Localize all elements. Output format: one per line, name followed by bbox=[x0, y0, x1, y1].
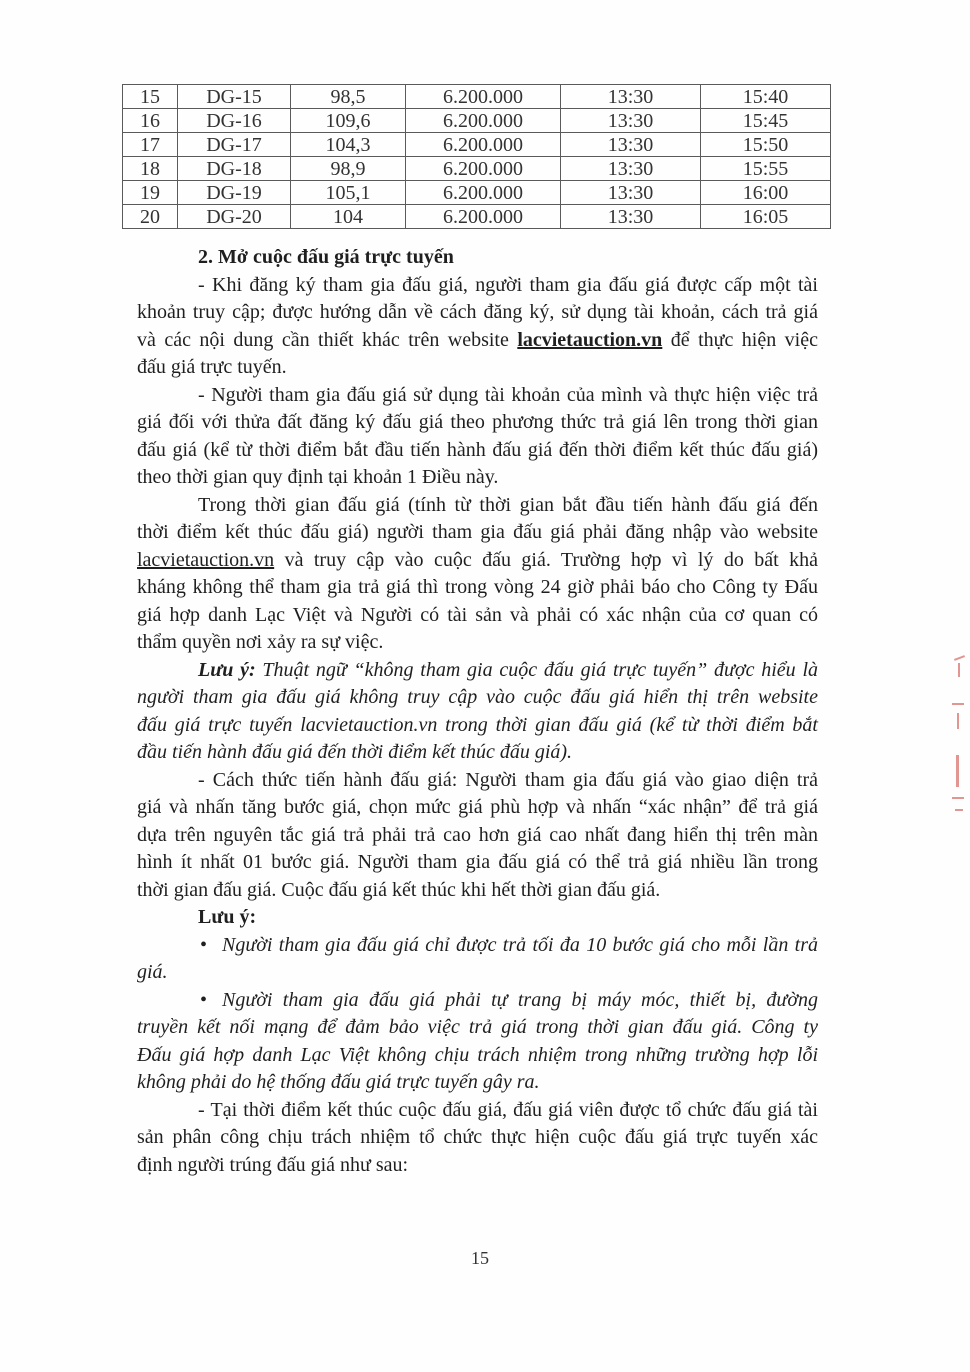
lot-index-cell: 19 bbox=[123, 181, 178, 205]
lot-index-cell: 16 bbox=[123, 109, 178, 133]
text-line: thời điểm kết thúc đấu giá) người tham gia đấu giá phải đăng nhập vào website bbox=[137, 521, 818, 543]
area-cell: 109,6 bbox=[291, 109, 406, 133]
stamp-stroke bbox=[955, 809, 963, 811]
start-time-cell: 13:30 bbox=[561, 205, 701, 229]
text-line: giá đối với thửa đất đăng ký đấu giá theo phương thức trả giá lên trong thời gian bbox=[137, 411, 818, 433]
table-row bbox=[123, 133, 831, 157]
text-line: - Khi đăng ký tham gia đấu giá, người tham gia đấu giá được cấp một tài bbox=[198, 273, 818, 296]
page-number: 15 bbox=[471, 1248, 489, 1268]
price-cell: 6.200.000 bbox=[406, 133, 561, 157]
bullet-item bbox=[137, 932, 818, 987]
text-line: thẩm quyền nơi xảy ra sự việc. bbox=[137, 631, 384, 653]
start-time-cell: 13:30 bbox=[561, 157, 701, 181]
end-time-cell: 15:45 bbox=[701, 109, 831, 133]
table-row bbox=[123, 157, 831, 181]
bullet-icon: • bbox=[200, 988, 208, 1011]
price-cell: 6.200.000 bbox=[406, 109, 561, 133]
section-heading: 2. Mở cuộc đấu giá trực tuyến bbox=[198, 246, 454, 268]
text-line bbox=[137, 547, 818, 575]
table-row bbox=[123, 205, 831, 229]
text-line: - Cách thức tiến hành đấu giá: Người tham gia đấu giá vào giao diện trả bbox=[198, 768, 818, 791]
price-cell: 6.200.000 bbox=[406, 181, 561, 205]
text-line bbox=[137, 932, 818, 960]
stamp-stroke bbox=[952, 703, 964, 705]
start-time-cell: 13:30 bbox=[561, 85, 701, 109]
text-line: - Người tham gia đấu giá sử dụng tài khoản của mình và thực hiện việc trả bbox=[198, 383, 818, 406]
table-row bbox=[123, 85, 831, 109]
area-cell: 98,9 bbox=[291, 157, 406, 181]
text-line: kháng không thể tham gia trả giá thì trong vòng 24 giờ phải báo cho Công ty Đấu bbox=[137, 576, 818, 598]
text-line: sản phân công chịu trách nhiệm tổ chức thực hiện cuộc đấu giá trực tuyến xác bbox=[137, 1126, 818, 1148]
lot-index-cell: 18 bbox=[123, 157, 178, 181]
text-line: đầu tiến hành đấu giá đến thời điểm kết thúc đấu giá). bbox=[137, 741, 573, 763]
area-cell: 104,3 bbox=[291, 133, 406, 157]
paragraph-note bbox=[137, 657, 818, 767]
lot-code-cell: DG-15 bbox=[178, 85, 291, 109]
end-time-cell: 15:55 bbox=[701, 157, 831, 181]
paragraph-method bbox=[137, 767, 818, 905]
website-link-text: lacvietauction.vn bbox=[137, 548, 275, 571]
text-segment: để thực hiện việc bbox=[662, 328, 818, 351]
lot-code-cell: DG-20 bbox=[178, 205, 291, 229]
text-line bbox=[137, 327, 818, 355]
text-segment: Thuật ngữ “không tham gia cuộc đấu giá trực tuyến” được hiểu là bbox=[255, 658, 818, 681]
text-line: giá hợp danh Lạc Việt và Người có tài sản và phải có xác nhận của cơ quan có bbox=[137, 603, 818, 626]
stamp-stroke bbox=[957, 713, 959, 729]
paragraph-bidding bbox=[137, 382, 818, 492]
text-line bbox=[137, 657, 818, 685]
text-line: - Tại thời điểm kết thúc cuộc đấu giá, đấu giá viên được tổ chức đấu giá tài bbox=[198, 1098, 818, 1121]
paragraph-result bbox=[137, 1097, 818, 1180]
text-line: đấu giá trực tuyến. bbox=[137, 356, 287, 378]
auction-lots-table bbox=[122, 84, 831, 229]
text-line: giá và nhấn tăng bước giá, chọn mức giá phù hợp và nhấn “xác nhận” để trả giá bbox=[137, 796, 818, 818]
start-time-cell: 13:30 bbox=[561, 109, 701, 133]
section-body bbox=[137, 244, 818, 1179]
lot-code-cell: DG-19 bbox=[178, 181, 291, 205]
text-line: giá. bbox=[137, 961, 168, 983]
text-line: khoản truy cập; được hướng dẫn về cách đăng ký, sử dụng tài khoản, cách trả giá bbox=[137, 301, 818, 323]
lot-index-cell: 15 bbox=[123, 85, 178, 109]
paragraph-login bbox=[137, 492, 818, 657]
start-time-cell: 13:30 bbox=[561, 181, 701, 205]
bullet-icon: • bbox=[200, 933, 208, 956]
end-time-cell: 16:05 bbox=[701, 205, 831, 229]
lot-code-cell: DG-17 bbox=[178, 133, 291, 157]
area-cell: 98,5 bbox=[291, 85, 406, 109]
end-time-cell: 16:00 bbox=[701, 181, 831, 205]
note-label: Lưu ý: bbox=[198, 658, 256, 681]
paragraph-account bbox=[137, 272, 818, 382]
stamp-stroke bbox=[956, 755, 959, 787]
lot-code-cell: DG-18 bbox=[178, 157, 291, 181]
website-link-text: lacvietauction.vn bbox=[517, 328, 663, 351]
text-line: định người trúng đấu giá như sau: bbox=[137, 1153, 409, 1176]
stamp-stroke bbox=[958, 663, 960, 677]
text-line: người tham gia đấu giá không truy cập vào cuộc đấu giá hiển thị trên website bbox=[137, 686, 818, 708]
note-heading: Lưu ý: bbox=[198, 906, 257, 928]
text-line: Đấu giá hợp danh Lạc Việt không chịu trách nhiệm trong những trường hợp lỗi bbox=[137, 1043, 818, 1066]
table-row bbox=[123, 181, 831, 205]
area-cell: 104 bbox=[291, 205, 406, 229]
text-line: đấu giá (kể từ thời điểm bắt đầu tiến hành đấu giá đến thời điểm kết thúc đấu giá) bbox=[137, 438, 818, 461]
text-line: truyền kết nối mạng để đảm bảo việc trả giá trong thời gian đấu giá. Công ty bbox=[137, 1016, 818, 1038]
text-line: dựa trên nguyên tắc giá trả phải trả cao hơn giá cao nhất đang hiển thị trên màn bbox=[137, 823, 818, 846]
text-segment: Người tham gia đấu giá chỉ được trả tối đa 10 bước giá cho mỗi lần trả bbox=[222, 933, 818, 956]
end-time-cell: 15:50 bbox=[701, 133, 831, 157]
text-line: hình ít nhất 01 bước giá. Người tham gia đấu giá có thể trả giá nhiều lần trong bbox=[137, 851, 818, 873]
bullet-item bbox=[137, 987, 818, 1097]
text-line: thời gian đấu giá. Cuộc đấu giá kết thúc khi hết thời gian đấu giá. bbox=[137, 878, 661, 901]
text-line bbox=[137, 987, 818, 1015]
price-cell: 6.200.000 bbox=[406, 157, 561, 181]
stamp-stroke bbox=[954, 655, 965, 661]
end-time-cell: 15:40 bbox=[701, 85, 831, 109]
price-cell: 6.200.000 bbox=[406, 85, 561, 109]
stamp-stroke bbox=[952, 797, 964, 799]
lot-code-cell: DG-16 bbox=[178, 109, 291, 133]
start-time-cell: 13:30 bbox=[561, 133, 701, 157]
price-cell: 6.200.000 bbox=[406, 205, 561, 229]
area-cell: 105,1 bbox=[291, 181, 406, 205]
text-segment: Người tham gia đấu giá phải tự trang bị máy móc, thiết bị, đường bbox=[222, 988, 818, 1011]
stamp-fragment bbox=[948, 655, 968, 825]
text-line: không phải do hệ thống đấu giá trực tuyến gây ra. bbox=[137, 1071, 540, 1093]
text-line: Trong thời gian đấu giá (tính từ thời gian bắt đầu tiến hành đấu giá đến bbox=[198, 493, 818, 516]
lot-index-cell: 20 bbox=[123, 205, 178, 229]
text-line: theo thời gian quy định tại khoản 1 Điều này. bbox=[137, 466, 499, 488]
text-segment: và truy cập vào cuộc đấu giá. Trường hợp vì lý do bất khả bbox=[274, 548, 818, 571]
text-line: đấu giá trực tuyến lacvietauction.vn trong thời gian đấu giá (kể từ thời điểm bắt bbox=[137, 713, 818, 736]
lot-index-cell: 17 bbox=[123, 133, 178, 157]
text-segment: và các nội dung cần thiết khác trên website bbox=[137, 328, 518, 351]
table-row bbox=[123, 109, 831, 133]
